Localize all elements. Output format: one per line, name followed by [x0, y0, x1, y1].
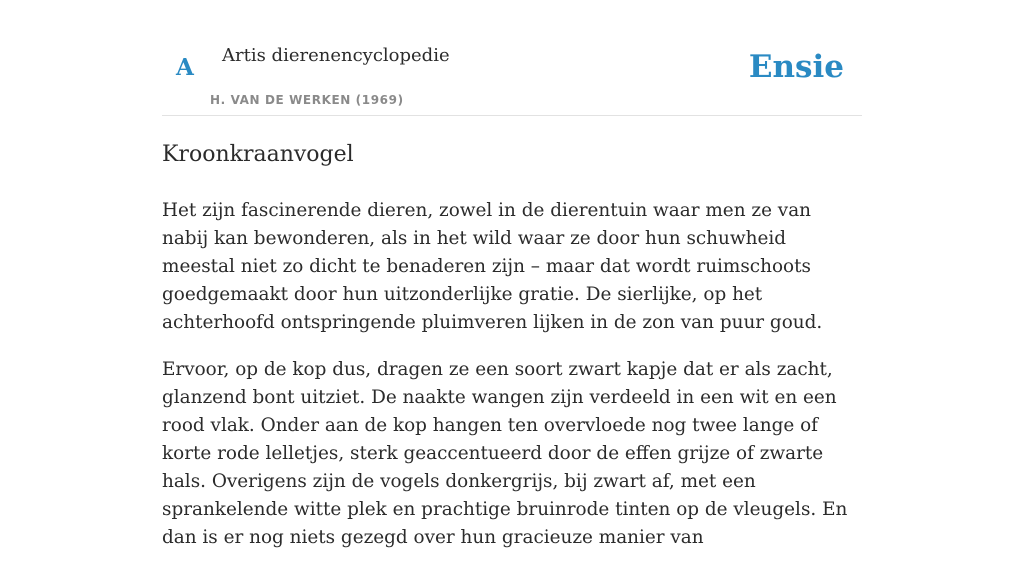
article — [162, 140, 862, 571]
ensie-logo-link[interactable]: Ensie — [748, 49, 844, 85]
book-author: H. VAN DE WERKEN (1969) — [210, 93, 404, 107]
article-title: Kroonkraanvogel — [162, 142, 354, 167]
article-paragraph-1: Het zijn fascinerende dieren, zowel in de dierentuin waar men ze van nabij kan bewonderen, als in het wild waar ze door hun schuwheid meestal niet zo dicht te benaderen zijn – maar dat wordt ruimschoots goedgemaakt door hun uitzonderlijke gratie. De sierlijke, op het achterhoofd ontspringende pluimveren lijken in de zon van puur goud. — [162, 200, 823, 333]
book-header — [162, 0, 862, 116]
book-letter-badge[interactable]: A — [176, 54, 194, 81]
article-paragraph-2: Ervoor, op de kop dus, dragen ze een soort zwart kapje dat er als zacht, glanzend bont uitziet. De naakte wangen zijn verdeeld in een wit en een rood vlak. Onder aan de kop hangen ten overvloede nog twee lange of korte rode lelletjes, sterk geaccentueerd door de effen grijze of zwarte hals. Overigens zijn de vogels donkergrijs, bij zwart af, met een sprankelende witte plek en prachtige bruinrode tinten op de vleugels. En dan is er nog niets gezegd over hun gracieuze manier van — [162, 359, 848, 548]
book-title-link[interactable]: Artis dierenencyclopedie — [222, 45, 450, 66]
